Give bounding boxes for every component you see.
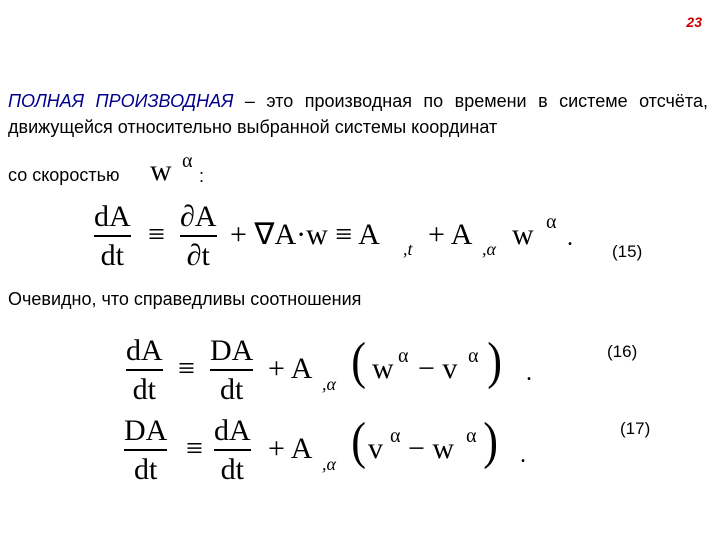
eq17-lhs-fraction bbox=[124, 416, 167, 485]
eq16-rhs-num: DA bbox=[210, 334, 254, 367]
eq16-close-paren: ) bbox=[487, 333, 503, 390]
eq17-plus-a: + A bbox=[268, 432, 313, 465]
eq17-lhs-num: DA bbox=[124, 414, 168, 447]
fraction-bar bbox=[180, 235, 217, 237]
eq17-close-paren: ) bbox=[483, 413, 499, 470]
eq15-number: (15) bbox=[612, 242, 643, 261]
eq15-equiv: ≡ bbox=[148, 218, 165, 251]
eq17-rhs-fraction bbox=[214, 416, 251, 485]
fraction-bar bbox=[210, 369, 253, 371]
eq16-lhs-den: dt bbox=[132, 373, 156, 406]
definition-line1: это производная по времени в системе bbox=[266, 91, 628, 111]
eq17-open-paren: ( bbox=[351, 413, 367, 470]
eq16-lhs-num: dA bbox=[126, 334, 163, 367]
eq15-sub-t: ,t bbox=[403, 239, 413, 259]
eq16-plus-a: + A bbox=[268, 352, 313, 385]
eq15-w: w bbox=[512, 218, 534, 251]
definition-dash: – bbox=[244, 91, 255, 111]
eq16-rhs-den: dt bbox=[220, 373, 244, 406]
page-number: 23 bbox=[686, 14, 702, 30]
velocity-superscript: α bbox=[182, 150, 193, 172]
eq15-sub-alpha: ,α bbox=[482, 239, 496, 259]
eq15-partial-num: ∂A bbox=[180, 200, 217, 233]
eq16-equiv: ≡ bbox=[178, 352, 195, 385]
eq15-lhs-den: dt bbox=[100, 239, 124, 272]
eq17-equiv: ≡ bbox=[186, 432, 203, 465]
eq17-lhs-den: dt bbox=[134, 453, 158, 486]
colon: : bbox=[199, 166, 205, 186]
eq16-period: . bbox=[526, 360, 532, 386]
eq17-sub-alpha: ,α bbox=[322, 454, 336, 474]
eq17-alpha-2: α bbox=[466, 425, 477, 447]
eq17-rhs-num: dA bbox=[214, 414, 251, 447]
eq15-partial-fraction bbox=[180, 202, 217, 271]
definition-paragraph bbox=[8, 88, 708, 140]
eq16-open-paren: ( bbox=[351, 333, 367, 390]
fraction-bar bbox=[94, 235, 131, 237]
eq16-minus-v: − v bbox=[418, 352, 458, 385]
eq16-number: (16) bbox=[607, 342, 638, 361]
eq16-alpha-1: α bbox=[398, 345, 409, 367]
eq15-gradient-term: + ∇A·w ≡ A bbox=[230, 218, 380, 251]
eq16-sub-alpha: ,α bbox=[322, 374, 336, 394]
definition-term: ПОЛНАЯ ПРОИЗВОДНАЯ bbox=[8, 91, 234, 111]
eq17-alpha-1: α bbox=[390, 425, 401, 447]
speed-label: со скоростью bbox=[8, 165, 120, 185]
relations-text: Очевидно, что справедливы соотношения bbox=[8, 289, 362, 309]
eq16-alpha-2: α bbox=[468, 345, 479, 367]
eq15-plus-a: + A bbox=[428, 218, 473, 251]
fraction-bar bbox=[214, 449, 251, 451]
eq15-partial-den: ∂t bbox=[186, 239, 210, 272]
eq15-period: . bbox=[567, 225, 573, 251]
eq17-period: . bbox=[520, 442, 526, 468]
eq15-lhs-num: dA bbox=[94, 200, 131, 233]
fraction-bar bbox=[124, 449, 167, 451]
eq16-rhs-fraction bbox=[210, 336, 253, 405]
eq15-alpha: α bbox=[546, 211, 557, 233]
eq17-minus-w: − w bbox=[408, 432, 455, 465]
eq17-rhs-den: dt bbox=[220, 453, 244, 486]
definition-line2: отсчёта, движущейся относительно выбранной системы координат bbox=[8, 91, 708, 137]
eq16-w: w bbox=[372, 352, 394, 385]
eq16-lhs-fraction bbox=[126, 336, 163, 405]
velocity-symbol: w bbox=[150, 154, 172, 187]
fraction-bar bbox=[126, 369, 163, 371]
eq17-v: v bbox=[368, 432, 383, 465]
eq15-lhs-fraction bbox=[94, 202, 131, 271]
eq17-number: (17) bbox=[620, 419, 651, 438]
